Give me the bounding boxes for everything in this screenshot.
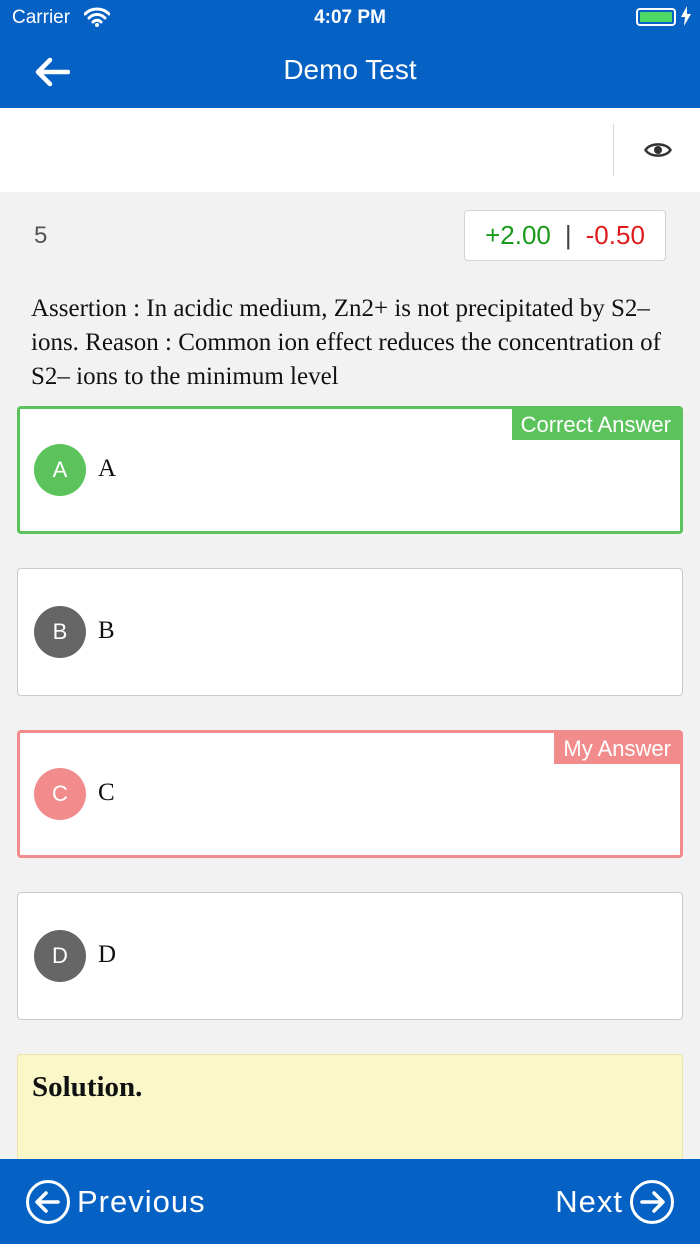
- option-letter-badge: A: [34, 444, 86, 496]
- status-bar: [0, 0, 700, 36]
- solution-title: Solution.: [32, 1071, 143, 1103]
- my-answer-tag: My Answer: [554, 733, 680, 764]
- nav-bar: [0, 36, 700, 108]
- option-d[interactable]: [17, 892, 683, 1020]
- option-letter-badge: D: [34, 930, 86, 982]
- charging-bolt-icon: [680, 6, 692, 31]
- question-number: 5: [34, 222, 48, 249]
- option-text: D: [98, 941, 117, 968]
- option-text: A: [98, 455, 117, 482]
- next-button[interactable]: [555, 1179, 675, 1225]
- marks-separator: |: [564, 220, 572, 250]
- toolbar: [0, 108, 700, 192]
- previous-button[interactable]: [25, 1179, 206, 1225]
- option-a[interactable]: [17, 406, 683, 534]
- correct-answer-tag: Correct Answer: [512, 409, 680, 440]
- negative-marks: -0.50: [585, 220, 645, 250]
- bottom-nav-bar: [0, 1159, 700, 1244]
- marks-badge: [464, 210, 666, 261]
- option-text: C: [98, 779, 115, 806]
- carrier-label: Carrier: [12, 7, 71, 28]
- next-label: Next: [555, 1184, 623, 1219]
- circle-arrow-right-icon: [629, 1179, 675, 1225]
- option-letter-badge: C: [34, 768, 86, 820]
- option-text: B: [98, 617, 115, 644]
- circle-arrow-left-icon: [25, 1179, 71, 1225]
- battery-icon: [636, 8, 676, 26]
- option-c[interactable]: [17, 730, 683, 858]
- option-letter-badge: B: [34, 606, 86, 658]
- eye-icon: [644, 140, 672, 160]
- question-text: Assertion : In acidic medium, Zn2+ is not precipitated by S2– ions. Reason : Common ion effect reduces the concentration of S2– ions to the minimum level: [31, 295, 661, 390]
- view-toggle-button[interactable]: [640, 136, 676, 164]
- option-b[interactable]: [17, 568, 683, 696]
- toolbar-divider: [613, 124, 614, 176]
- previous-label: Previous: [77, 1184, 206, 1219]
- clock: 4:07 PM: [314, 7, 386, 28]
- positive-marks: +2.00: [485, 220, 551, 250]
- page-title: Demo Test: [283, 54, 417, 85]
